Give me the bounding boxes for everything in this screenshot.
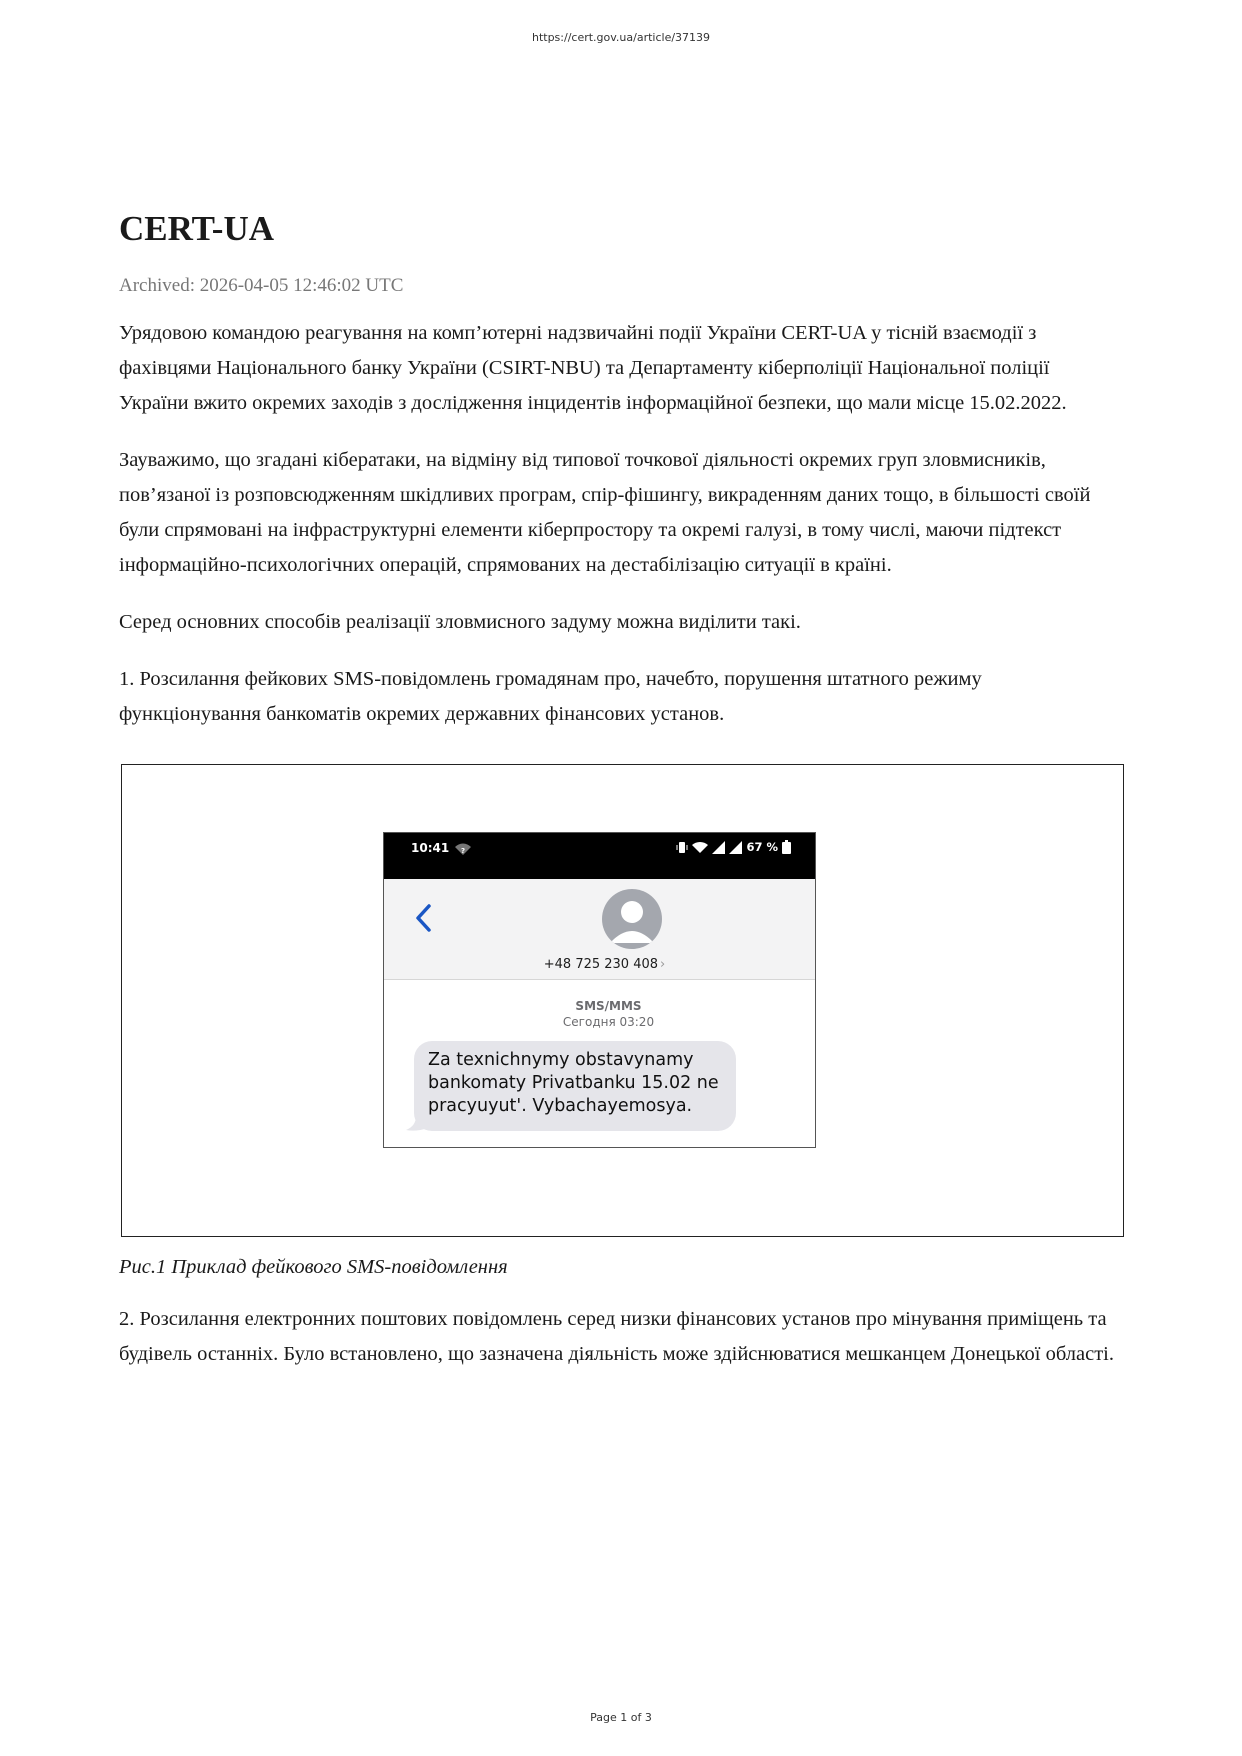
battery-icon (782, 840, 791, 854)
contact-number[interactable] (384, 957, 815, 972)
back-chevron-icon[interactable] (414, 903, 432, 933)
message-bubble: Za texnichnymy obstavynamy bankomaty Privatbanku 15.02 ne pracyuyut'. Vybachayemosya. (414, 1041, 736, 1131)
vibrate-icon (676, 841, 688, 854)
status-icons (676, 840, 791, 854)
signal-icon (712, 841, 725, 854)
page-title: CERT-UA (119, 209, 275, 248)
sms-screenshot (383, 832, 816, 1148)
wifi-icon (692, 841, 708, 853)
article-content (119, 208, 1124, 1394)
message-timestamp: Сегодня 03:20 (562, 1015, 655, 1029)
article-paragraph-2: Зауважимо, що згадані кібератаки, на відміну від типової точкової діяльності окремих груп зловмисників, пов’язаної із розповсюдженням шкідливих програм, спір-фішингу, викраденням даних тощо, в більшості своїй були спрямовані на інфраструктурні елементи кіберпростору та окремі галузі, в тому числі, маючи підтекст інформаційно-психологічних операцій, спрямованих на дестабілізацію ситуації в країні. (119, 449, 1091, 576)
contact-number-text: +48 725 230 408 (543, 957, 659, 972)
page-number: Page 1 of 3 (590, 1711, 652, 1724)
battery-percent: 67 % (746, 840, 778, 854)
contact-avatar[interactable] (602, 889, 662, 949)
article-paragraph-1: Урядовою командою реагування на комп’ютерні надзвичайні події України CERT-UA у тісній взаємодії з фахівцями Національного банку України (CSIRT-NBU) та Департаменту кіберполіції Національної поліції України вжито окремих заходів з дослідження інцидентів інформаційної безпеки, що мали місце 15.02.2022. (119, 322, 1067, 414)
figure-caption: Рис.1 Приклад фейкового SMS-повідомлення (119, 1256, 508, 1278)
phone-status-bar (384, 833, 815, 879)
article-paragraph-3: Серед основних способів реалізації зловмисного задуму можна виділити такі. (119, 611, 801, 633)
signal-icon-2 (729, 841, 742, 854)
figure-frame (121, 764, 1124, 1237)
message-type-label: SMS/MMS (575, 999, 642, 1013)
message-header (384, 879, 815, 980)
article-paragraph-5: 2. Розсилання електронних поштових повідомлень серед низки фінансових установ про мінування приміщень та будівель останніх. Було встановлено, що зазначена діяльність може здійснюватися мешканцем Донецької області. (119, 1308, 1114, 1365)
svg-text:?: ? (461, 847, 466, 855)
page-url-header: https://cert.gov.ua/article/37139 (531, 31, 711, 44)
archived-timestamp: Archived: 2026-04-05 12:46:02 UTC (119, 275, 404, 296)
article-paragraph-4: 1. Розсилання фейкових SMS-повідомлень громадянам про, начебто, порушення штатного режиму функціонування банкоматів окремих державних фінансових установ. (119, 668, 982, 725)
chevron-right-icon: › (660, 957, 666, 972)
status-time: 10:41 (411, 841, 450, 855)
wifi-unknown-icon (454, 841, 472, 855)
